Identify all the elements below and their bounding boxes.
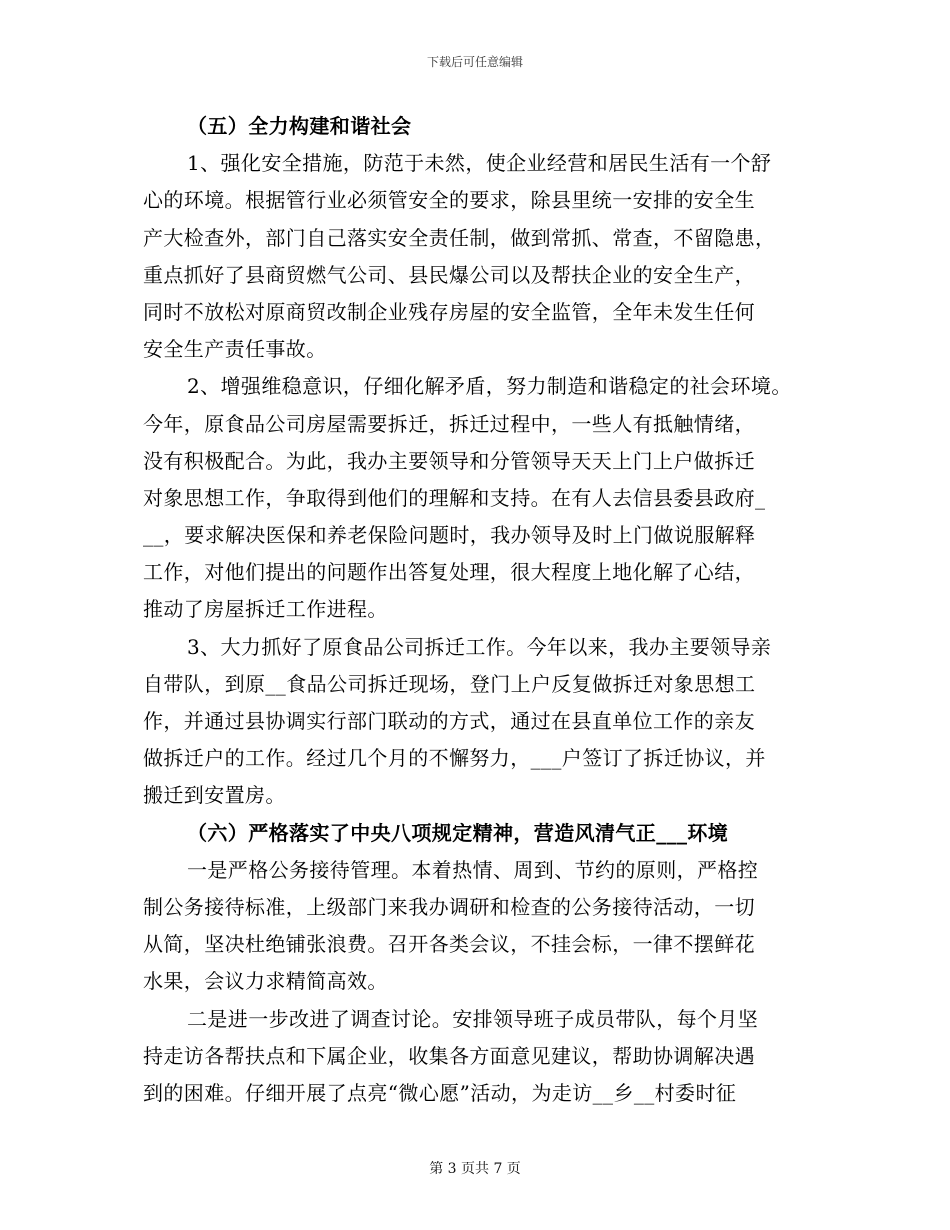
paragraph-line: 制公务接待标准，上级部门来我办调研和检查的公务接待活动，一切 xyxy=(143,894,755,919)
paragraph-line: 产大检查外，部门自己落实安全责任制，做到常抓、常查，不留隐患， xyxy=(143,225,776,250)
paragraph-line: 安全生产责任事故。 xyxy=(143,337,327,362)
paragraph-line: 自带队，到原__食品公司拆迁现场，登门上户反复做拆迁对象思想工 xyxy=(143,671,756,696)
paragraph-line: 3、大力抓好了原食品公司拆迁工作。今年以来，我办主要领导亲 xyxy=(187,634,772,659)
paragraph-line: 重点抓好了县商贸燃气公司、县民爆公司以及帮扶企业的安全生产， xyxy=(143,262,755,287)
page-footer: 第 3 页共 7 页 xyxy=(429,1161,521,1177)
paragraph-line: 到的困难。仔细开展了点亮“微心愿”活动，为走访__乡__村委时征 xyxy=(143,1080,737,1105)
paragraph-line: 作，并通过县协调实行部门联动的方式，通过在县直单位工作的亲友 xyxy=(143,709,755,733)
paragraph-line: 没有积极配合。为此，我办主要领导和分管领导天天上门上户做拆迁 xyxy=(143,448,755,473)
paragraph-line: __，要求解决医保和养老保险问题时，我办领导及时上门做说服解释 xyxy=(143,523,756,548)
paragraph-line: 心的环境。根据管行业必须管安全的要求，除县里统一安排的安全生 xyxy=(143,188,755,213)
paragraph-line: 水果，会议力求精简高效。 xyxy=(143,969,388,994)
section-heading: （五）全力构建和谐社会 xyxy=(187,114,412,138)
paragraph-line: 从简，坚决杜绝铺张浪费。召开各类会议，不挂会标，一律不摆鲜花 xyxy=(143,932,755,957)
paragraph-line: 同时不放松对原商贸改制企业残存房屋的安全监管，全年未发生任何 xyxy=(143,299,755,324)
page-header: 下载后可任意编辑 xyxy=(426,55,523,69)
paragraph-line: 持走访各帮扶点和下属企业，收集各方面意见建议，帮助协调解决遇 xyxy=(143,1043,755,1068)
paragraph-line: 搬迁到安置房。 xyxy=(143,783,286,808)
paragraph-line: 推动了房屋拆迁工作进程。 xyxy=(143,597,388,622)
paragraph-line: 对象思想工作，争取得到他们的理解和支持。在有人去信县委县政府_ xyxy=(143,485,766,510)
paragraph-line: 做拆迁户的工作。经过几个月的不懈努力，___户签订了拆迁协议，并 xyxy=(143,746,766,771)
document-body xyxy=(143,108,813,1112)
paragraph-line: 工作，对他们提出的问题作出答复处理，很大程度上地化解了心结， xyxy=(143,560,755,585)
paragraph-line: 二是进一步改进了调查讨论。安排领导班子成员带队，每个月坚 xyxy=(187,1006,759,1031)
paragraph-line: 一是严格公务接待管理。本着热情、周到、节约的原则，严格控 xyxy=(187,857,759,882)
section-heading: （六）严格落实了中央八项规定精神，营造风清气正___环境 xyxy=(187,820,729,845)
paragraph-line: 2、增强维稳意识，仔细化解矛盾，努力制造和谐稳定的社会环境。 xyxy=(187,374,792,399)
paragraph-line: 今年，原食品公司房屋需要拆迁，拆迁过程中，一些人有抵触情绪， xyxy=(143,411,755,436)
paragraph-line: 1、强化安全措施，防范于未然，使企业经营和居民生活有一个舒 xyxy=(187,151,772,176)
